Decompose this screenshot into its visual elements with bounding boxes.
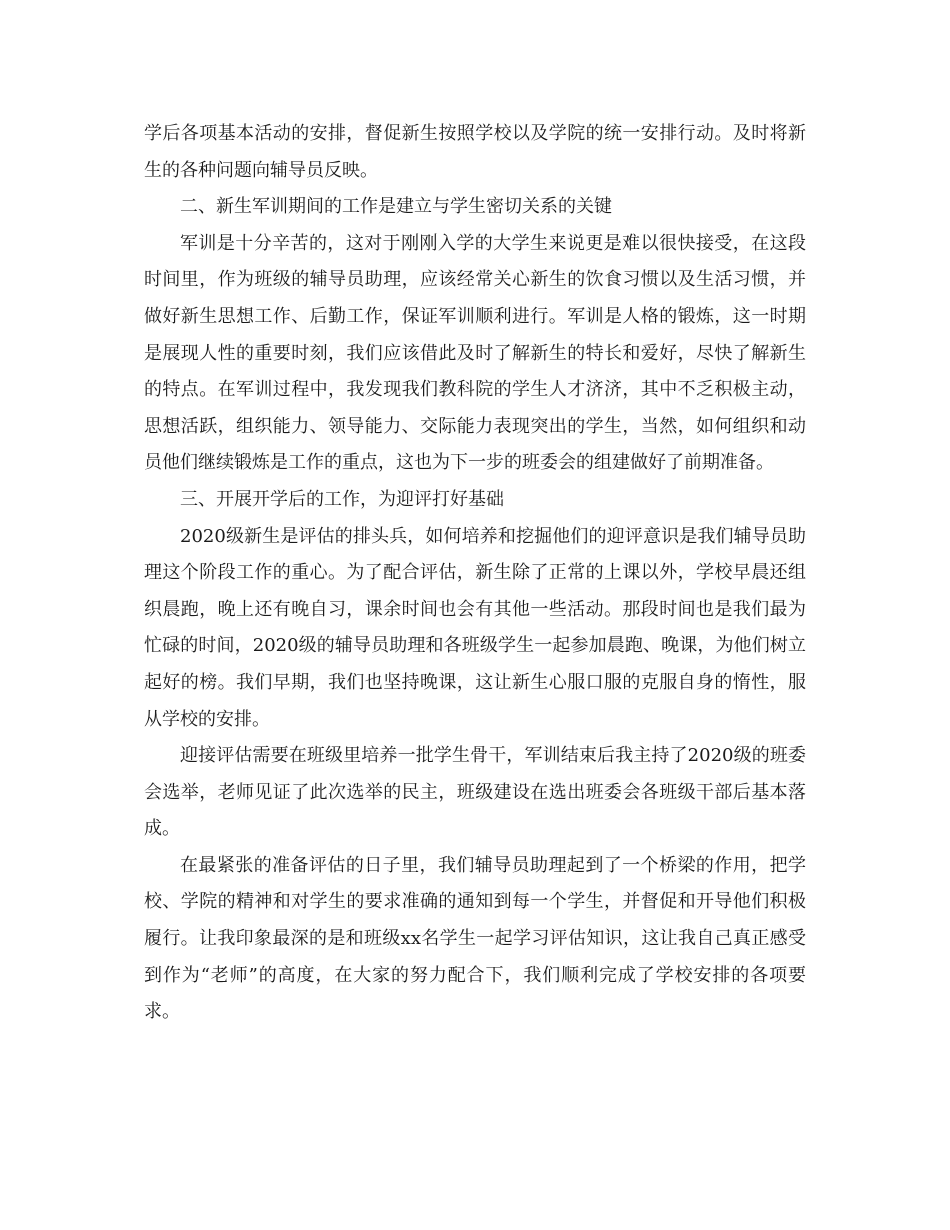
section-heading-3: 三、开展开学后的工作，为迎评打好基础 bbox=[180, 488, 504, 510]
paragraph-continuation: 学后各项基本活动的安排，督促新生按照学校以及学院的统一安排行动。及时将新生的各种问题向辅导员反映。 bbox=[144, 123, 806, 181]
document-body bbox=[144, 116, 806, 1031]
paragraph-evaluation-preparation: 2020级新生是评估的排头兵，如何培养和挖掘他们的迎评意识是我们辅导员助理这个阶段工作的重心。为了配合评估，新生除了正常的上课以外，学校早晨还组织晨跑，晚上还有晚自习，课余时间也会有其他一些活动。那段时间也是我们最为忙碌的时间，2020级的辅导员助理和各班级学生一起参加晨跑、晚课，为他们树立起好的榜。我们早期，我们也坚持晚课，这让新生心服口服的克服自身的惰性，服从学校的安排。 bbox=[144, 525, 806, 730]
section-heading-2: 二、新生军训期间的工作是建立与学生密切关系的关键 bbox=[180, 196, 612, 218]
paragraph-military-training: 军训是十分辛苦的，这对于刚刚入学的大学生来说更是难以很快接受，在这段时间里，作为班级的辅导员助理，应该经常关心新生的饮食习惯以及生活习惯，并做好新生思想工作、后勤工作，保证军训顺利进行。军训是人格的锻炼，这一时期是展现人性的重要时刻，我们应该借此及时了解新生的特长和爱好，尽快了解新生的特点。在军训过程中，我发现我们教科院的学生人才济济，其中不乏积极主动，思想活跃，组织能力、领导能力、交际能力表现突出的学生，当然，如何组织和动员他们继续锻炼是工作的重点，这也为下一步的班委会的组建做好了前期准备。 bbox=[144, 232, 806, 474]
paragraph-bridge-role: 在最紧张的准备评估的日子里，我们辅导员助理起到了一个桥梁的作用，把学校、学院的精神和对学生的要求准确的通知到每一个学生，并督促和开导他们积极履行。让我印象最深的是和班级xx名学生一起学习评估知识，这让我自己真正感受到作为“老师”的高度，在大家的努力配合下，我们顺利完成了学校安排的各项要求。 bbox=[144, 854, 806, 1023]
paragraph-class-committee: 迎接评估需要在班级里培养一批学生骨干，军训结束后我主持了2020级的班委会选举，老师见证了此次选举的民主，班级建设在选出班委会各班级干部后基本落成。 bbox=[144, 745, 806, 840]
